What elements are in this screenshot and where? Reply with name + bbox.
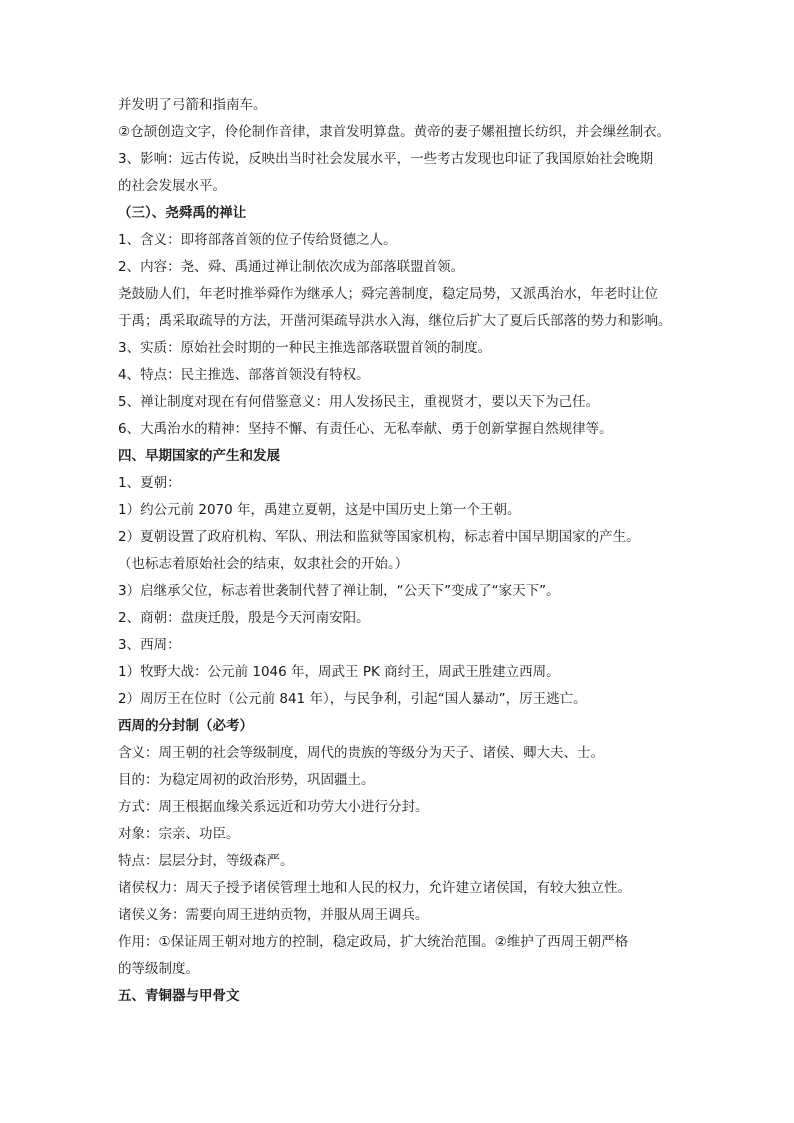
text-line: 于禹；禹采取疏导的方法，开凿河渠疏导洪水入海，继位后扩大了夏后氏部落的势力和影响。	[118, 313, 672, 329]
text-line: 的等级制度。	[118, 961, 199, 977]
text-line: 对象：宗亲、功臣。	[118, 826, 240, 842]
text-line: 目的：为稳定周初的政治形势，巩固疆土。	[118, 772, 375, 788]
text-line: 6、大禹治水的精神：坚持不懈、有责任心、无私奉献、勇于创新掌握自然规律等。	[118, 421, 613, 437]
text-line: 并发明了弓箭和指南车。	[118, 97, 267, 113]
text-line: 3）启继承父位，标志着世袭制代替了禅让制，“公天下”变成了“家天下”。	[118, 583, 560, 599]
text-line: 4、特点：民主推选、部落首领没有特权。	[118, 367, 370, 383]
text-line: 特点：层层分封，等级森严。	[118, 853, 294, 869]
text-line: 方式：周王根据血缘关系远近和功劳大小进行分封。	[118, 799, 429, 815]
text-line: 的社会发展水平。	[118, 178, 226, 194]
text-line: 3、西周：	[118, 637, 181, 653]
text-line: 2）夏朝设置了政府机构、军队、刑法和监狱等国家机构，标志着中国早期国家的产生。	[118, 529, 640, 545]
section-heading: 西周的分封制（必考）	[118, 718, 253, 734]
text-line: ②仓颉创造文字，伶伦制作音律，隶首发明算盘。黄帝的妻子嫘祖擅长纺织，并会缫丝制衣。	[118, 124, 671, 140]
text-line: 1）牧野大战：公元前 1046 年，周武王 PK 商纣王，周武王胜建立西周。	[118, 664, 560, 680]
text-line: 2、商朝：盘庚迁殷，殷是今天河南安阳。	[118, 610, 370, 626]
text-line: 3、影响：远古传说，反映出当时社会发展水平，一些考古发现也印证了我国原始社会晚期	[118, 151, 654, 167]
section-heading: 五、青铜器与甲骨文	[118, 988, 240, 1004]
text-line: （也标志着原始社会的结束，奴隶社会的开始。）	[118, 556, 409, 572]
text-line: 诸侯义务：需要向周王进纳贡物，并服从周王调兵。	[118, 907, 429, 923]
text-line: 1）约公元前 2070 年，禹建立夏朝，这是中国历史上第一个王朝。	[118, 502, 521, 518]
text-line: 2）周厉王在位时（公元前 841 年），与民争利，引起“国人暴动”，厉王逃亡。	[118, 691, 587, 707]
text-line: 3、实质：原始社会时期的一种民主推选部落联盟首领的制度。	[118, 340, 492, 356]
text-line: 诸侯权力：周天子授予诸侯管理土地和人民的权力，允许建立诸侯国，有较大独立性。	[118, 880, 631, 896]
text-line: 作用：①保证周王朝对地方的控制，稳定政局，扩大统治范围。②维护了西周王朝严格	[118, 934, 629, 950]
text-line: 尧鼓励人们，年老时推举舜作为继承人；舜完善制度，稳定局势，又派禹治水，年老时让位	[118, 286, 658, 302]
section-heading: （三）、尧舜禹的禅让	[118, 205, 247, 221]
text-line: 含义：周王朝的社会等级制度，周代的贵族的等级分为天子、诸侯、卿大夫、士。	[118, 745, 604, 761]
text-line: 1、含义：即将部落首领的位子传给贤德之人。	[118, 232, 397, 248]
text-line: 1、夏朝：	[118, 475, 181, 491]
text-line: 2、内容：尧、舜、禹通过禅让制依次成为部落联盟首领。	[118, 259, 465, 275]
text-line: 5、禅让制度对现在有何借鉴意义：用人发扬民主，重视贤才，要以天下为己任。	[118, 394, 600, 410]
document-page	[118, 92, 678, 1010]
section-heading: 四、早期国家的产生和发展	[118, 448, 280, 464]
